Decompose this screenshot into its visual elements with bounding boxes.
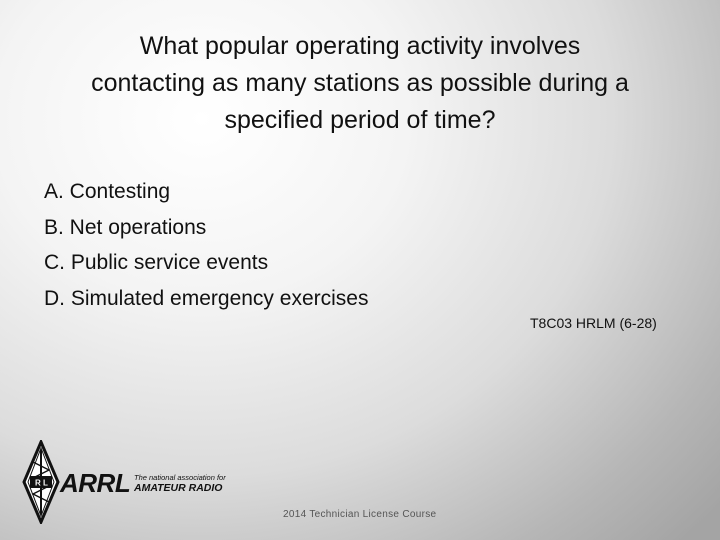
question-line-2: contacting as many stations as possible during a bbox=[91, 69, 629, 97]
question-line-1: What popular operating activity involves bbox=[139, 32, 581, 60]
question-reference: T8C03 HRLM (6-28) bbox=[530, 315, 657, 331]
svg-text:R: R bbox=[35, 478, 41, 488]
answer-c: C. Public service events bbox=[44, 251, 269, 274]
answer-d: D. Simulated emergency exercises bbox=[44, 286, 369, 310]
logo-tagline-line-1: The national association for bbox=[134, 473, 226, 482]
question-text bbox=[30, 28, 690, 139]
answer-a: A. Contesting bbox=[44, 180, 171, 203]
answer-b: B. Net operations bbox=[44, 215, 207, 239]
footer-course-title: 2014 Technician License Course bbox=[283, 509, 437, 520]
svg-text:L: L bbox=[43, 478, 48, 488]
answer-list bbox=[44, 174, 368, 316]
logo-tagline-line-2: AMATEUR RADIO bbox=[134, 482, 223, 494]
question-line-3: specified period of time? bbox=[224, 106, 496, 134]
logo-name: ARRL bbox=[60, 468, 131, 498]
logo-tagline bbox=[134, 473, 226, 494]
